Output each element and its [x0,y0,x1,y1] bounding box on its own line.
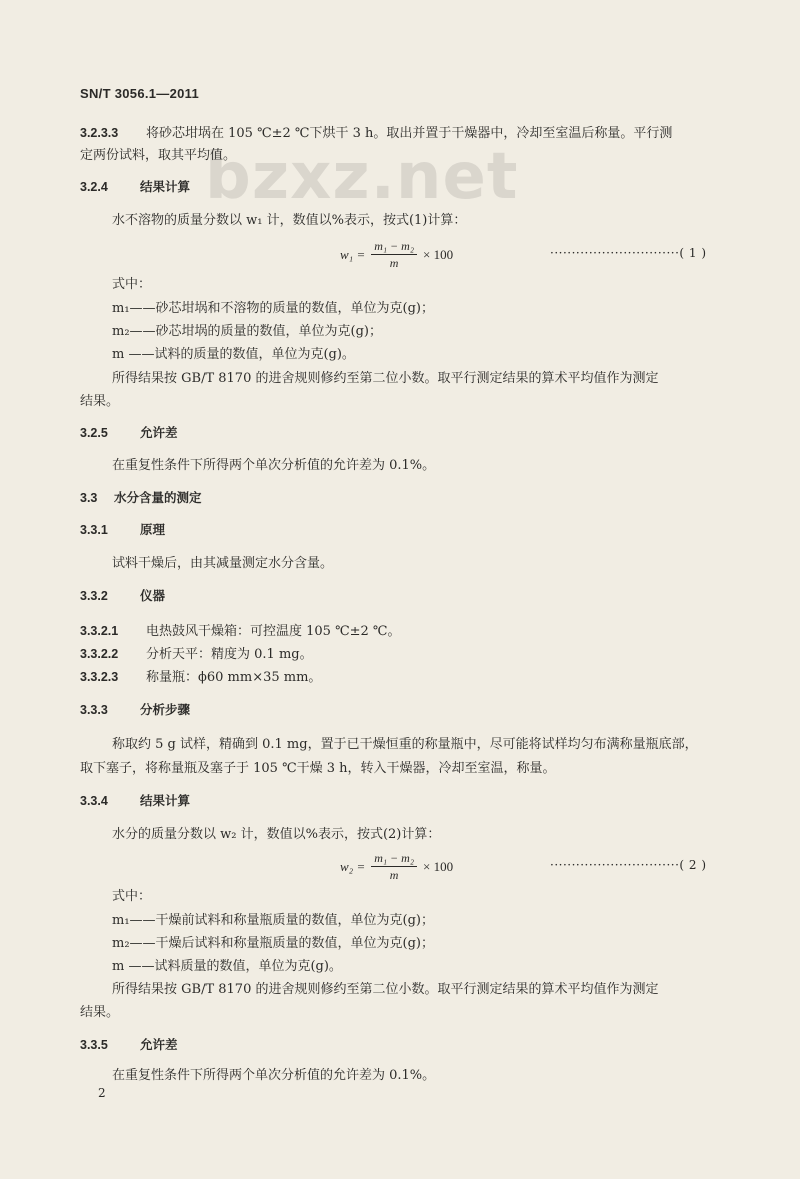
formula-multiplier: × 100 [423,858,454,874]
heading-3-2-4 [80,178,190,196]
definition: m₂——干燥后试料和称量瓶质量的数值，单位为克(g)； [112,936,435,951]
equation-number: ······························( 2 ) [550,858,707,872]
fraction-numerator: m₁ − m₂ [371,238,417,255]
heading-3-3-5 [80,1036,178,1054]
item-text: 称量瓶：ϕ60 mm×35 mm。 [146,670,322,685]
item-text: 分析天平：精度为 0.1 mg。 [146,647,313,662]
clause-3-2-3-3-cont: 定两份试料，取其平均值。 [80,148,237,163]
procedure-text-cont: 取下塞子，将称量瓶及塞子于 105 ℃干燥 3 h，转入干燥器，冷却至室温，称量。 [80,761,556,776]
heading-3-3 [80,489,202,507]
fraction [371,238,417,271]
item-number: 3.3.2.3 [80,670,119,684]
result-rule-cont: 结果。 [80,1005,120,1020]
definition: m ——试料质量的数值，单位为克(g)。 [112,959,342,974]
definition: m ——试料的质量的数值，单位为克(g)。 [112,347,355,362]
where-label: 式中： [112,277,152,292]
heading-number: 3.2.4 [80,180,108,194]
heading-number: 3.3.3 [80,703,108,717]
clause-3-2-3-3 [80,124,672,143]
instrument-item [80,622,400,641]
heading-number: 3.3.2 [80,589,108,603]
clause-text: 将砂芯坩埚在 105 ℃±2 ℃下烘干 3 h。取出并置于干燥器中，冷却至室温后称量。平行测 [146,126,673,141]
heading-title: 仪器 [140,588,166,603]
heading-3-3-1 [80,521,165,539]
where-label: 式中： [112,889,152,904]
formula-lhs: w₂ = [340,858,366,874]
heading-3-3-2 [80,587,165,605]
heading-number: 3.3.1 [80,523,108,537]
standard-code: SN/T 3056.1—2011 [80,86,199,101]
item-number: 3.3.2.1 [80,624,119,638]
page-number: 2 [98,1086,106,1100]
result-rule: 所得结果按 GB/T 8170 的进舍规则修约至第二位小数。取平行测定结果的算术平均值作为测定 [112,982,659,997]
fraction-numerator: m₁ − m₂ [371,850,417,867]
heading-title: 水分含量的测定 [114,490,202,505]
instrument-item [80,668,321,687]
heading-3-3-4 [80,792,190,810]
instrument-item [80,645,313,664]
fraction-denominator: m [389,868,399,882]
heading-3-2-5 [80,424,178,442]
fraction-denominator: m [389,256,399,270]
formula-1 [340,238,453,271]
result-rule: 所得结果按 GB/T 8170 的进舍规则修约至第二位小数。取平行测定结果的算术平均值作为测定 [112,371,659,386]
equation-number: ······························( 1 ) [550,246,707,260]
heading-title: 原理 [140,522,166,537]
heading-3-3-3 [80,701,190,719]
heading-title: 分析步骤 [140,702,191,717]
tolerance-text: 在重复性条件下所得两个单次分析值的允许差为 0.1%。 [112,458,436,473]
definition: m₁——砂芯坩埚和不溶物的质量的数值，单位为克(g)； [112,301,435,316]
item-number: 3.3.2.2 [80,647,119,661]
heading-title: 结果计算 [140,793,191,808]
procedure-text: 称取约 5 g 试样，精确到 0.1 mg，置于已干燥恒重的称量瓶中，尽可能将试样均匀布满称量瓶底部， [112,737,698,752]
heading-title: 允许差 [140,1037,178,1052]
heading-number: 3.2.5 [80,426,108,440]
principle-text: 试料干燥后，由其减量测定水分含量。 [112,556,334,571]
heading-title: 结果计算 [140,179,191,194]
heading-number: 3.3.5 [80,1038,108,1052]
definition: m₂——砂芯坩埚的质量的数值，单位为克(g)； [112,324,383,339]
formula-intro: 水不溶物的质量分数以 w₁ 计，数值以%表示，按式(1)计算： [112,213,467,228]
heading-title: 允许差 [140,425,178,440]
definition: m₁——干燥前试料和称量瓶质量的数值，单位为克(g)； [112,913,435,928]
result-rule-cont: 结果。 [80,394,120,409]
clause-number: 3.2.3.3 [80,126,119,140]
formula-multiplier: × 100 [423,246,454,262]
fraction [371,850,417,883]
formula-lhs: w₁ = [340,246,366,262]
formula-2 [340,850,453,883]
heading-number: 3.3.4 [80,794,108,808]
watermark: bzxz.net [205,140,519,214]
item-text: 电热鼓风干燥箱：可控温度 105 ℃±2 ℃。 [146,624,401,639]
tolerance-text: 在重复性条件下所得两个单次分析值的允许差为 0.1%。 [112,1068,436,1083]
formula-intro: 水分的质量分数以 w₂ 计，数值以%表示，按式(2)计算： [112,827,441,842]
heading-number: 3.3 [80,491,98,505]
